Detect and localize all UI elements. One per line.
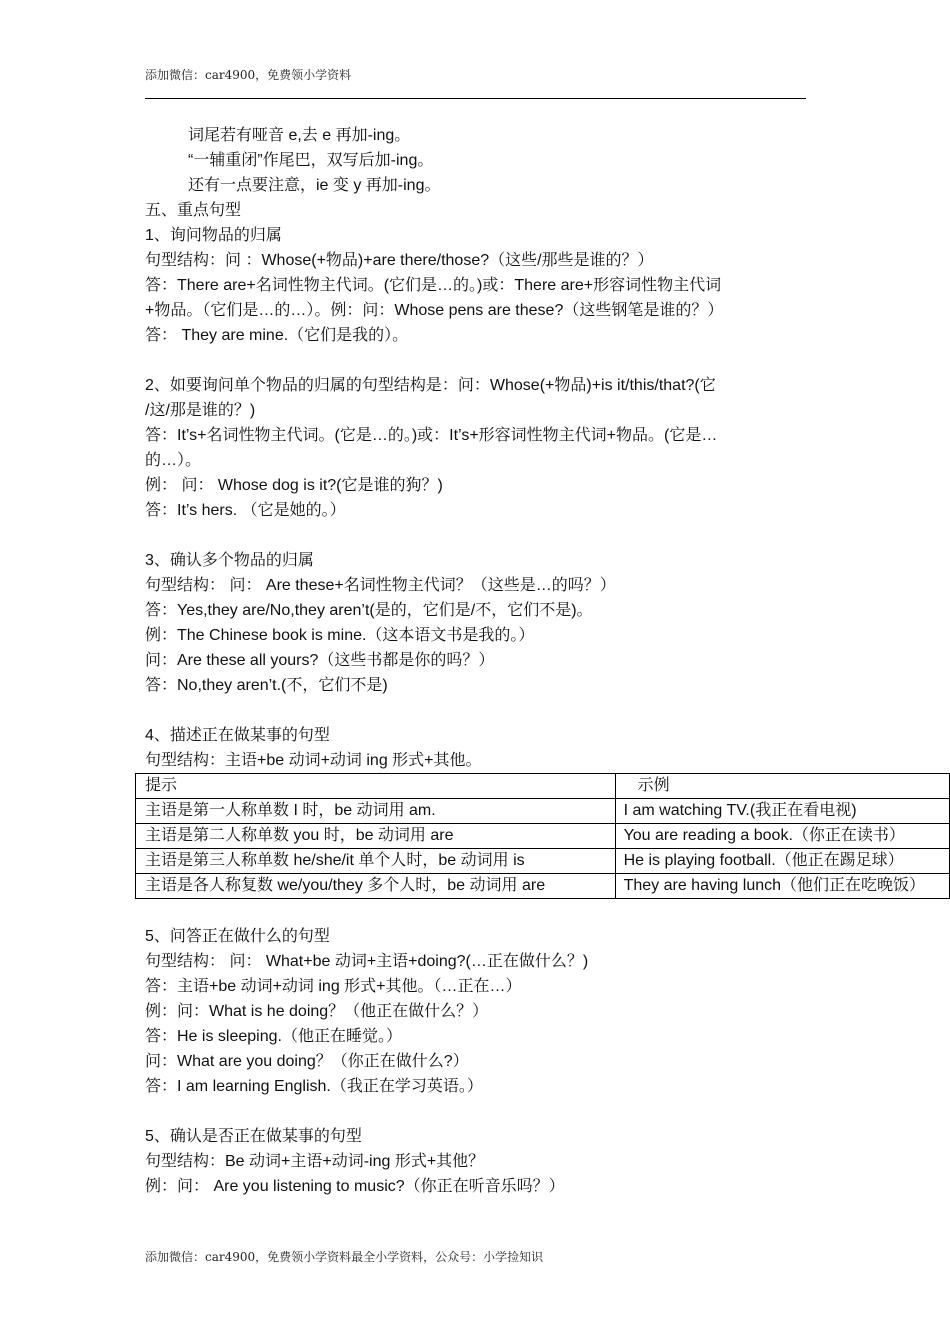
text-line: 答：Yes,they are/No,they aren’t(是的，它们是/不，它们不是)。 — [145, 602, 593, 619]
page-footer: 添加微信：car4900，免费领小学资料最全小学资料，公众号：小学捡知识 — [145, 1250, 544, 1264]
header-rule — [145, 98, 806, 99]
subsection-title: 3、确认多个物品的归属 — [145, 552, 314, 569]
text-line: 句型结构： 问： What+be 动词+主语+doing?(…正在做什么？) — [145, 953, 589, 970]
text-line: 句型结构： 问： Are these+名词性物主代词？（这些是…的吗？） — [145, 577, 616, 594]
column-header-example: 示例 — [615, 774, 949, 799]
page-header: 添加微信：car4900，免费领小学资料 — [145, 68, 352, 82]
table-cell: You are reading a book.（你正在读书） — [615, 824, 949, 849]
text-line: 问：What are you doing？（你正在做什么?） — [145, 1053, 469, 1070]
table-cell: 主语是第一人称单数 I 时，be 动词用 am. — [136, 799, 616, 824]
text-line: +物品。（它们是…的…）。例：问：Whose pens are these?（这些钢笔是谁的？） — [145, 302, 724, 319]
text-line: 答：It’s hers. （它是她的。） — [145, 502, 346, 519]
text-line: 例：The Chinese book is mine.（这本语文书是我的。） — [145, 627, 535, 644]
table-row — [136, 874, 950, 899]
spacer — [145, 1099, 810, 1124]
text-line: 答：No,they aren’t.(不，它们不是) — [145, 677, 388, 694]
subsection-title: 5、确认是否正在做某事的句型 — [145, 1128, 362, 1145]
table-cell: They are having lunch（他们正在吃晚饭） — [615, 874, 949, 899]
table-row — [136, 824, 950, 849]
text-line: 问：Are these all yours?（这些书都是你的吗？） — [145, 652, 495, 669]
text-line: 例： 问： Whose dog is it?(它是谁的狗？) — [145, 477, 443, 494]
table-cell: 主语是各人称复数 we/you/they 多个人时，be 动词用 are — [136, 874, 616, 899]
text-line: 答：He is sleeping.（他正在睡觉。） — [145, 1028, 402, 1045]
text-line: 句型结构：问 ：Whose(+物品)+are there/those?（这些/那些是谁的？） — [145, 252, 654, 269]
column-header-hint: 提示 — [136, 774, 616, 799]
document-body — [145, 123, 926, 1199]
text-line: 答：There are+名词性物主代词。(它们是…的。)或：There are+形容词性物主代词 — [145, 277, 722, 294]
table-cell: 主语是第三人称单数 he/she/it 单个人时，be 动词用 is — [136, 849, 616, 874]
text-line: 句型结构：主语+be 动词+动词 ing 形式+其他。 — [145, 752, 482, 769]
text-line: 答：I am learning English.（我正在学习英语。） — [145, 1078, 483, 1095]
subsection-title: 1、询问物品的归属 — [145, 227, 282, 244]
text-line: 答： They are mine.（它们是我的）。 — [145, 327, 409, 344]
table-row — [136, 799, 950, 824]
spacer — [145, 698, 810, 723]
rule-line: “一辅重闭”作尾巴，双写后加-ing。 — [188, 152, 434, 169]
text-line: 例：问： Are you listening to music?（你正在听音乐吗？） — [145, 1178, 565, 1195]
table-header-row — [136, 774, 950, 799]
table-cell: He is playing football.（他正在踢足球） — [615, 849, 949, 874]
spacer — [145, 348, 810, 373]
rule-line: 还有一点要注意，ie 变 y 再加-ing。 — [188, 177, 441, 194]
text-line: 句型结构：Be 动词+主语+动词-ing 形式+其他？ — [145, 1153, 485, 1170]
table-cell: 主语是第二人称单数 you 时，be 动词用 are — [136, 824, 616, 849]
table-cell: I am watching TV.(我正在看电视) — [615, 799, 949, 824]
grammar-table — [135, 773, 950, 899]
subsection-title: 4、描述正在做某事的句型 — [145, 727, 330, 744]
subsection-title: 2、如要询问单个物品的归属的句型结构是：问：Whose(+物品)+is it/this/that?(它 — [145, 377, 716, 394]
spacer — [145, 899, 810, 924]
text-line: /这/那是谁的？) — [145, 402, 256, 419]
subsection-title: 5、问答正在做什么的句型 — [145, 928, 330, 945]
text-line: 答：主语+be 动词+动词 ing 形式+其他。（…正在…） — [145, 978, 522, 995]
text-line: 例：问：What is he doing？（他正在做什么？） — [145, 1003, 489, 1020]
rule-line: 词尾若有哑音 e,去 e 再加-ing。 — [188, 127, 411, 144]
section-title: 五、重点句型 — [145, 202, 242, 219]
spacer — [145, 523, 810, 548]
text-line: 答：It’s+名词性物主代词。(它是…的。)或：It’s+形容词性物主代词+物品。(它是… — [145, 427, 718, 444]
table-row — [136, 849, 950, 874]
text-line: 的…）。 — [145, 452, 202, 469]
